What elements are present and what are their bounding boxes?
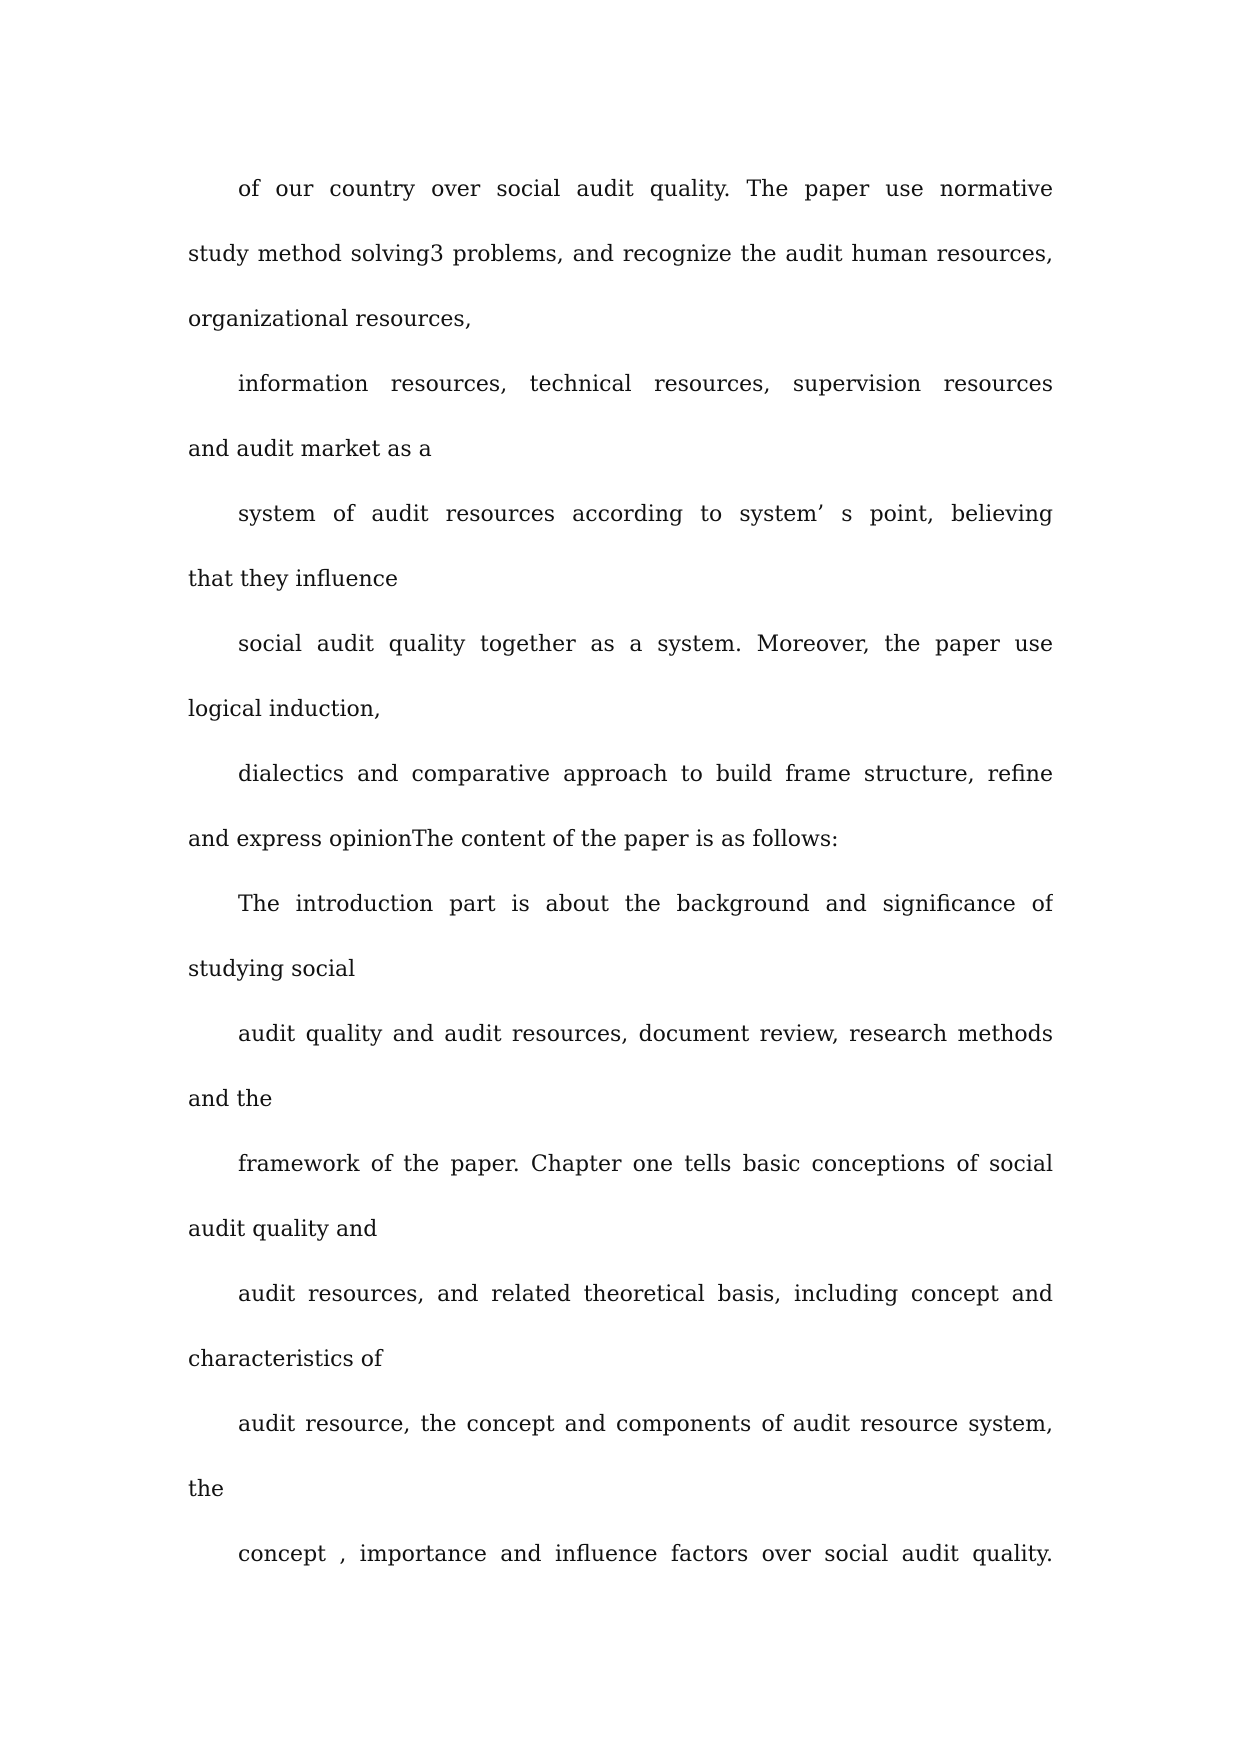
text-line: audit quality and audit resources, document review, research methods	[238, 1022, 1053, 1047]
text-line: audit quality and	[188, 1217, 378, 1242]
text-line: that they influence	[188, 567, 398, 592]
text-line: study method solving3 problems, and recognize the audit human resources,	[188, 242, 1053, 267]
text-line: social audit quality together as a system. Moreover, the paper use	[238, 632, 1053, 657]
text-line: of our country over social audit quality. The paper use normative	[238, 177, 1053, 202]
text-line: dialectics and comparative approach to build frame structure, refine	[238, 762, 1053, 787]
text-line: The introduction part is about the background and significance of	[238, 892, 1053, 917]
text-line: logical induction,	[188, 697, 381, 722]
text-line: audit resources, and related theoretical basis, including concept and	[238, 1282, 1053, 1307]
text-line: audit resource, the concept and components of audit resource system,	[238, 1412, 1053, 1437]
text-line: and the	[188, 1087, 273, 1112]
text-line: system of audit resources according to system’ s point, believing	[238, 502, 1053, 527]
text-line: and express opinionThe content of the paper is as follows:	[188, 827, 839, 852]
text-line: studying social	[188, 957, 356, 982]
text-line: the	[188, 1477, 225, 1502]
text-line: organizational resources,	[188, 307, 472, 332]
body-text	[188, 157, 1053, 1587]
text-line: characteristics of	[188, 1347, 383, 1372]
text-line: concept , importance and influence factors over social audit quality.	[238, 1542, 1053, 1567]
text-line: information resources, technical resources, supervision resources	[238, 372, 1053, 397]
text-line: and audit market as a	[188, 437, 432, 462]
text-line: framework of the paper. Chapter one tells basic conceptions of social	[238, 1152, 1053, 1177]
